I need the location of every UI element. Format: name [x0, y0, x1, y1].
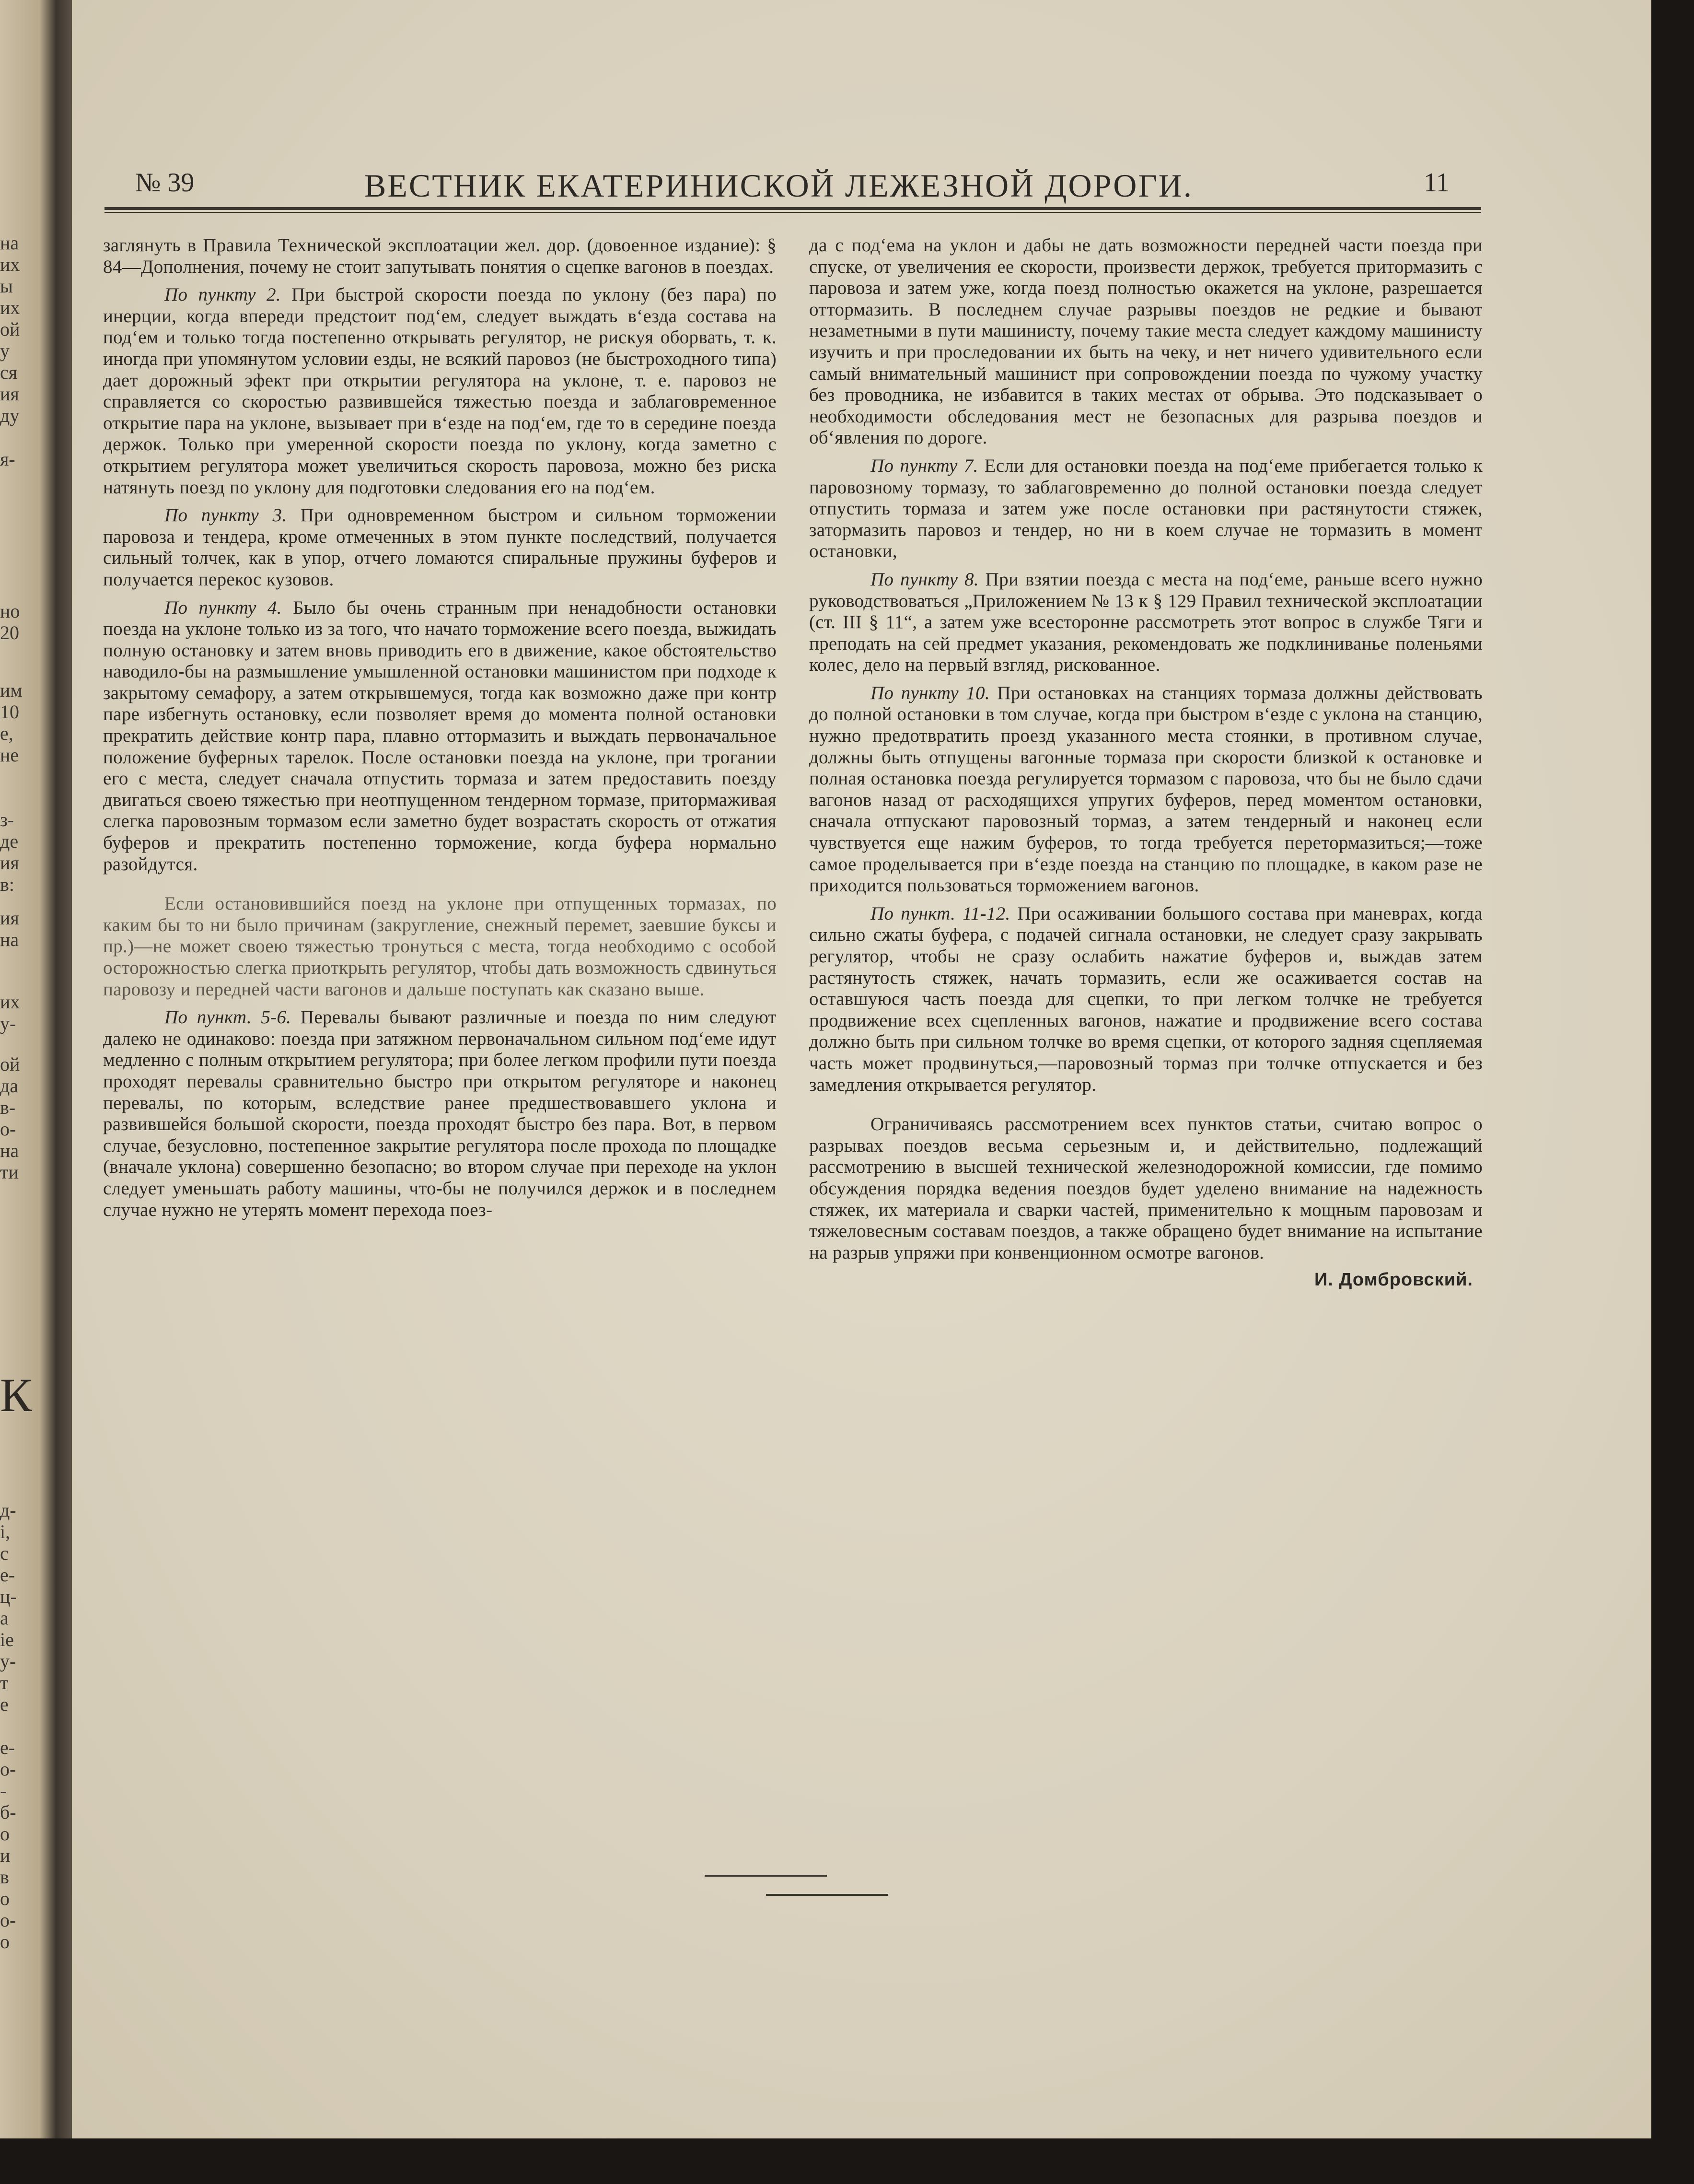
- section-lead: По пункту 2.: [164, 284, 281, 305]
- neighbor-page-fragment: их: [0, 297, 20, 318]
- neighbor-page-fragment: е-: [0, 1564, 15, 1586]
- neighbor-page-fragment: е-: [0, 1737, 15, 1758]
- neighbor-page-fragment: о-: [0, 1118, 16, 1140]
- neighbor-page-fragment: ия: [0, 383, 19, 405]
- header-rule-thin: [104, 212, 1481, 213]
- neighbor-page-fragment: ти: [0, 1161, 19, 1183]
- neighbor-page-fragment: е: [0, 1693, 9, 1715]
- neighbor-page-fragment: ду: [0, 405, 20, 426]
- journal-title: ВЕСТНИК ЕКАТЕРИНИСКОЙ ЛЕЖЕЗНОЙ ДОРОГИ.: [364, 167, 1193, 204]
- neighbor-page-fragment: ия: [0, 852, 19, 874]
- neighbor-page-fragment: ы: [0, 275, 13, 297]
- neighbor-page-fragment: -: [0, 1780, 7, 1801]
- neighbor-page-fragment: в:: [0, 874, 14, 895]
- neighbor-page-fragment: на: [0, 232, 19, 254]
- neighbor-page-fragment: е,: [0, 723, 13, 744]
- neighbor-page-fragment: их: [0, 991, 20, 1013]
- section-lead: По пункту 8.: [870, 569, 979, 590]
- neighbor-page-fragment: о-: [0, 1758, 16, 1780]
- section-lead: По пункт. 5-6.: [164, 1007, 291, 1028]
- neighbor-page-fragment: о: [0, 1931, 10, 1952]
- section-lead: По пункт. 11-12.: [870, 903, 1010, 924]
- neighbor-page-fragment: і,: [0, 1521, 11, 1542]
- section-lead: По пункту 10.: [870, 682, 990, 703]
- neighbor-page-fragment: у-: [0, 1013, 16, 1034]
- neighbor-page-fragment: б-: [0, 1801, 16, 1823]
- author-signature: И. Домбровский.: [1314, 1270, 1473, 1290]
- neighbor-page-fragment: у-: [0, 1650, 16, 1672]
- neighbor-page-fragment: да: [0, 1075, 19, 1097]
- paragraph: да с под‘ема на уклон и дабы не дать возможности передней части поезда при спуске, от увеличения ее скорости, произвести держок, требуется притормазить с паровоза и затем уже, когда поезд полностью окажется на уклоне, разрешается оттормазить. В последнем случае разрывы поездов не редкие и бывают незаметными в пути машинисту, почему такие места следует каждому машинисту изучить и при проследовании их быть на чеку, и нет ничего удивительного если самый внимательный машинист при сопровождении поезда по чужому участку без проводника, не избавится в таких местах от обрыва. Это подсказывает о необходимости обследования мест не безопасных для разрыва поездов и об‘явления по дороге.: [809, 235, 1483, 448]
- neighbor-page-fragment: в: [0, 1866, 9, 1888]
- neighbor-page-fragment: ия: [0, 907, 19, 929]
- paragraph: По пункту 2. При быстрой скорости поезда по уклону (без пара) по инерции, когда впереди предстоит под‘ем, следует выждать в‘езда состава на под‘ем и только тогда постепенно открывать регулятор, не рискуя оборвать, т. к. иногда при упомянутом условии езды, не всякий паровоз (не быстроходного типа) дает дорожный эфект при открытии регулятора на уклоне, т. е. паровоз не справляется со скоростью развившейся тяжестью поезда и заблаговременное открытие пара на уклоне, вызывает при в‘езде на под‘ем, где то в середине поезда держок. Только при умеренной скорости поезда по уклону, когда заметно с открытием регулятора может увеличиться скорость паровоза, можно без риска натянуть поезд по уклону для подготовки следования его на под‘ем.: [103, 284, 777, 498]
- issue-number: № 39: [135, 168, 195, 198]
- neighbor-page-fragment: ой: [0, 318, 20, 340]
- neighbor-page-fragment: з-: [0, 809, 14, 830]
- neighbor-page-fragment: с: [0, 1542, 9, 1564]
- neighbor-page-fragment: о-: [0, 1909, 16, 1931]
- neighbor-page-fragment: на: [0, 1140, 19, 1161]
- paragraph: По пункт. 5-6. Перевалы бывают различные и поезда по ним следуют далеко не одинаково: поезда при затяжном первоначальном сильном под‘еме идут медленно с полным открытием регулятора; при более легком профили пути поезда проходят перевалы сравнительно быстро при открытом регуляторе и наконец перевалы, по которым, вследствие ранее предшествовавшего уклона и развившейся большой скорости, поезда проходят быстро без пара. Вот, в первом случае, безусловно, постепенное закрытие регулятора после прохода по площадке (вначале уклона) совершенно безопасно; во втором случае при переходе на уклон следует уменьшать работу машины, что-бы не получился держок и в последнем случае нужно не утерять момент перехода поез-: [103, 1007, 777, 1220]
- paragraph: По пункту 8. При взятии поезда с места на под‘еме, раньше всего нужно руководствоваться „Приложением № 13 к § 129 Правил технической эксплоатации (ст. III § 11“, а затем уже всесторонне рассмотреть этот вопрос в службе Тяги и преподать на сей предмет указания, рекомендовать же подклиниванье поленьями колес, дело на первый взгляд, рискованное.: [809, 569, 1483, 676]
- end-rule: [705, 1875, 827, 1877]
- neighbor-page-fragment: их: [0, 254, 20, 275]
- neighbor-page-fragment: т: [0, 1672, 9, 1693]
- page-number: 11: [1424, 168, 1450, 198]
- neighbor-page-fragment: на: [0, 929, 19, 950]
- neighbor-page-fragment: де: [0, 830, 19, 852]
- binding-gutter: [0, 0, 72, 2138]
- neighbor-page-fragment: К: [0, 1368, 32, 1422]
- neighbor-page-fragment: д-: [0, 1499, 16, 1521]
- neighbor-page-fragment: я-: [0, 448, 15, 470]
- end-rule: [766, 1894, 888, 1896]
- section-lead: По пункту 7.: [870, 455, 978, 476]
- right-column: [809, 235, 1483, 1291]
- left-column: [103, 235, 777, 1221]
- neighbor-page-fragment: не: [0, 744, 19, 766]
- neighbor-page-fragment: а: [0, 1607, 9, 1629]
- paragraph: По пункту 7. Если для остановки поезда на под‘еме прибегается только к паровозному тормазу, то заблаговременно до полной остановки поезда следует отпустить тормаза и затем уже после остановки при растянутости стяжек, затормазить паровоз и тендер, но ни в коем случае не тормазить в момент остановки,: [809, 455, 1483, 562]
- neighbor-page-fragment: 10: [0, 701, 19, 723]
- section-lead: По пункту 4.: [164, 597, 282, 618]
- paragraph: Если остановившийся поезд на уклоне при отпущенных тормазах, по каким бы то ни было причинам (закругление, снежный перемет, заевшие буксы и пр.)—не может своею тяжестью тронуться с места, тогда необходимо с особой осторожностью слегка приоткрыть регулятор, чтобы дать возможность сдвинуться паровозу и передней части вагонов и дальше поступать как сказано выше.: [103, 893, 777, 1000]
- neighbor-page-fragment: о: [0, 1888, 10, 1909]
- paragraph: По пункту 10. При остановках на станциях тормаза должны действовать до полной остановки в том случае, когда при быстром в‘езде с уклона на станцию, нужно предотвратить проезд указанного места стоянки, в противном случае, должны быть отпущены вагонные тормаза при скорости близкой к остановке и полная остановка поезда регулируется тормазом с паровоза, что бы не было сдачи вагонов назад от расходящихся упругих буферов, перед моментом остановки, сначала отпускают паровозный тормаз, а затем тендерный и наконец если чувствуется еще нажим буферов, то тогда требуется перетормазиться;—тоже самое проделывается при в‘езде поезда на станцию по площадке, в каком разе не приходится пользоваться торможением вагонов.: [809, 682, 1483, 896]
- header-rule: [104, 207, 1481, 210]
- paragraph: По пункт. 11-12. При осаживании большого состава при маневрах, когда сильно сжаты буфера, с подачей сигнала остановки, не следует сразу закрывать регулятор, чтобы не сразу ослабить нажатие буферов и, выждав затем растянутость стяжек, начать тормазить, если же осаживается состав на оставшуюся часть поезда для сцепки, то при легком толчке не требуется продвижение всех сцепленных вагонов, нажатие и продвижение всего состава должно быть при сильном толчке во время сцепки, от которого задняя сцепляемая часть может продвинуться,—паровозный тормаз при толчке отпускается и без замедления открывается регулятор.: [809, 903, 1483, 1095]
- neighbor-page-fragment: им: [0, 679, 23, 701]
- neighbor-page-fragment: о: [0, 1823, 10, 1845]
- neighbor-page-fragment: ой: [0, 1053, 20, 1075]
- neighbor-page-fragment: ся: [0, 362, 18, 383]
- paragraph: Ограничиваясь рассмотрением всех пунктов статьи, считаю вопрос о разрывах поездов весьма серьезным и, и действительно, подлежащий рассмотрению в высшей технической железнодорожной комиссии, где помимо обсуждения порядка ведения поездов будет уделено внимание на надежность стяжек, их материала и сварки частей, применительно к мощным паровозам и тяжеловесным составам поездов, а также обращено будет внимание на испытание на разрыв упряжи при конвенционном осмотре вагонов.: [809, 1114, 1483, 1263]
- paragraph: По пункту 4. Было бы очень странным при ненадобности остановки поезда на уклоне только из за того, что начато торможение всего поезда, выжидать полную остановку и затем вновь приводить его в движение, какое обстоятельство наводило-бы на размышление умышленной остановки машинистом при подходе к закрытому семафору, а затем открывшемуся, тогда как возможно даже при контр паре избегнуть остановку, если позволяет время до момента полной остановки прекратить действие контр пара, плавно оттормазить и выждать первоначальное положение буферных тарелок. После остановки поезда на уклоне, при трогании его с места, следует сначала отпустить тормаза и затем предоставить поезду двигаться своею тяжестью при неотпущенном тендерном тормазе, притормаживая слегка паровозным тормазом если заметно будет возрастать скорость от отжатия буферов и прекратить постепенно торможение, когда буфера нормально разойдутся.: [103, 597, 777, 875]
- neighbor-page-fragment: и: [0, 1845, 11, 1866]
- paragraph: По пункту 3. При одновременном быстром и сильном торможении паровоза и тендера, кроме отмеченных в этом пункте последствий, получается сильный толчек, как в упор, отчего ломаются спиральные пружины буферов и получается перекос кузовов.: [103, 505, 777, 590]
- section-lead: По пункту 3.: [164, 505, 287, 526]
- neighbor-page-fragment: у: [0, 340, 10, 362]
- neighbor-page-fragment: ц-: [0, 1586, 17, 1607]
- neighbor-page-fragment: ie: [0, 1629, 14, 1650]
- neighbor-page-fragment: в-: [0, 1097, 16, 1118]
- neighbor-page-fragment: но: [0, 600, 20, 622]
- paragraph: заглянуть в Правила Технической эксплоатации жел. дор. (довоенное издание): § 84—Дополнения, почему не стоит запутывать понятия о сцепке вагонов в поездах.: [103, 235, 777, 277]
- neighbor-page-fragment: 20: [0, 622, 19, 643]
